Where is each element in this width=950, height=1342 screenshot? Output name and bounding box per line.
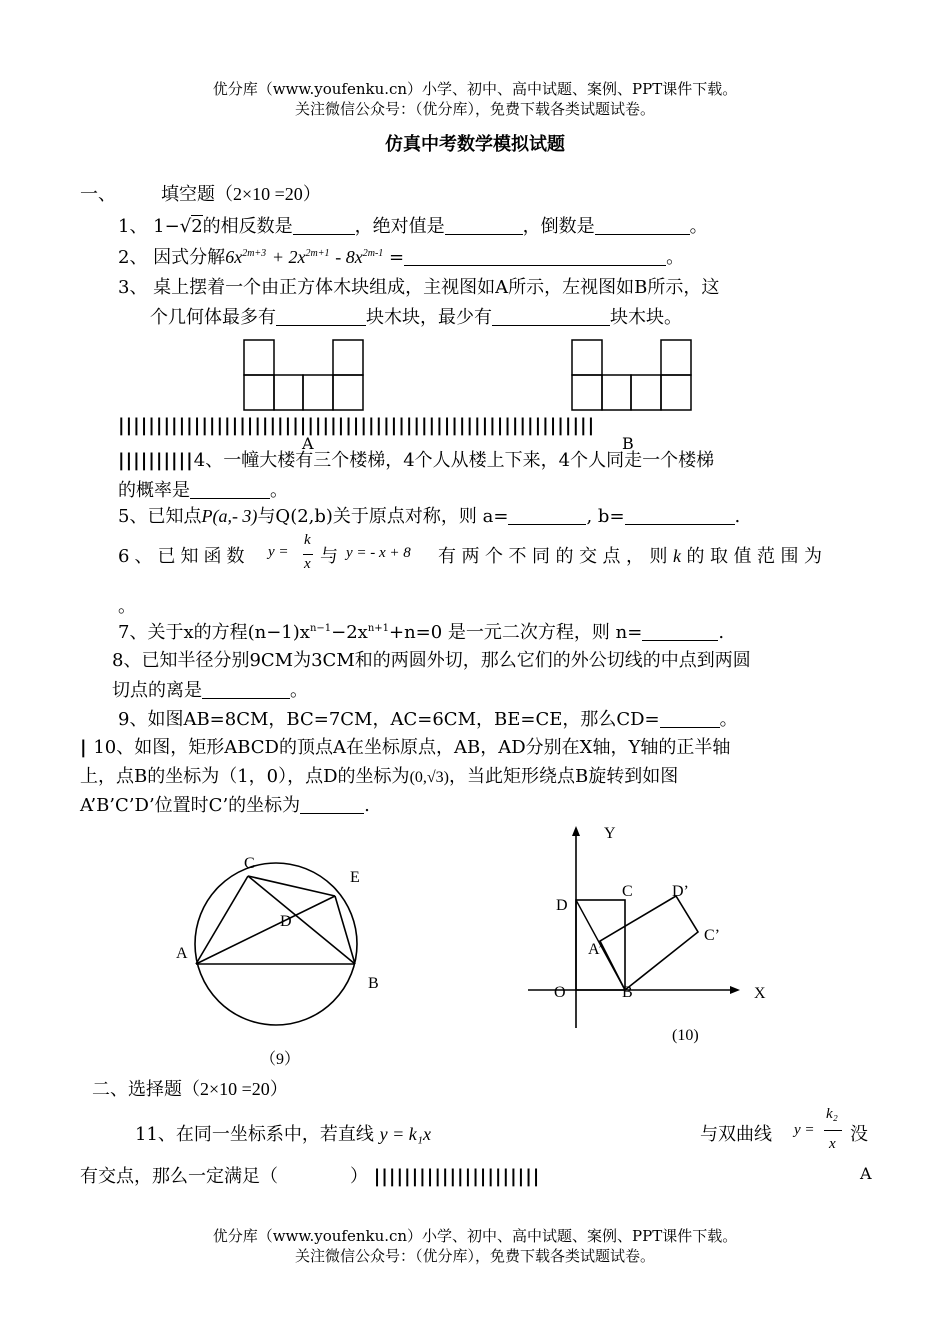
section-2-heading: 二、选择题（2×10 =20） bbox=[92, 1079, 288, 1100]
question-5: 5、已知点P(a,- 3)与Q(2,b)关于原点对称，则 a= , b= . bbox=[118, 506, 741, 527]
section-1-heading: 一、 填空题（2×10 =20） bbox=[80, 184, 321, 205]
question-3-line-2: 个几何体最多有 块木块，最少有 块木块。 bbox=[150, 307, 682, 328]
header-line-1: 优分库（www.youfenku.cn）小学、初中、高中试题、案例、PPT课件下载。 bbox=[212, 80, 738, 98]
question-2: 2、 因式分解$6x^{2m+3} + 2x^{2m+1} - 8x^{2m-1}$ = 。 bbox=[118, 247, 685, 268]
question-10-line-1: | 10、如图，矩形ABCD的顶点A在坐标原点，AB，AD分别在X轴，Y轴的正半轴 bbox=[80, 737, 731, 758]
question-8-line-1: 8、已知半径分别9CM为3CM和的两圆外切，那么它们的外公切线的中点到两圆 bbox=[112, 650, 751, 671]
fig9-label-a: A bbox=[176, 945, 188, 962]
figure-10-coordinate-diagram bbox=[520, 820, 780, 1050]
question-9: 9、如图AB=8CM，BC=7CM，AC=6CM，BE=CE，那么CD= 。 bbox=[118, 709, 738, 730]
question-6-fn2: y = - x + 8 bbox=[346, 545, 411, 561]
view-b-label: B bbox=[622, 434, 634, 453]
view-b-figure bbox=[572, 340, 694, 412]
fig10-label-b: B bbox=[622, 984, 633, 1001]
question-10-line-3: A’B’C’D’位置时C’的坐标为 . bbox=[80, 795, 370, 816]
question-3-line-1: 3、 桌上摆着一个由正方体木块组成，主视图如A所示，左视图如B所示，这 bbox=[118, 277, 720, 298]
question-4-line-2: 的概率是 。 bbox=[118, 480, 288, 501]
footer-line-1: 优分库（www.youfenku.cn）小学、初中、高中试题、案例、PPT课件下载。 bbox=[212, 1227, 738, 1245]
fig10-label-d-prime: D’ bbox=[672, 883, 689, 900]
question-6: 6、已知函数 bbox=[118, 546, 250, 567]
question-1: 1、 1−√2的相反数是 ，绝对值是 ，倒数是 。 bbox=[118, 216, 708, 237]
question-10-line-2: 上，点B的坐标为（1，0），点D的坐标为(0,√3)，当此矩形绕点B旋转到如图 bbox=[80, 766, 679, 787]
header-line-2: 关注微信公众号：（优分库），免费下载各类试题试卷。 bbox=[294, 100, 655, 118]
question-11-tail: 没 bbox=[850, 1124, 868, 1145]
fig10-label-o: O bbox=[554, 984, 566, 1001]
fig10-label-x: X bbox=[754, 985, 766, 1002]
question-8-line-2: 切点的离是 。 bbox=[112, 680, 308, 701]
fig10-label-c: C bbox=[622, 883, 633, 900]
fig10-label-y: Y bbox=[604, 825, 616, 842]
question-6-mid: 与 bbox=[320, 546, 338, 567]
footer-line-2: 关注微信公众号：（优分库），免费下载各类试题试卷。 bbox=[294, 1247, 655, 1265]
fig9-label-e: E bbox=[350, 869, 360, 886]
question-4-line-1: ||||||||||4、一幢大楼有三个楼梯，4个人从楼上下来，4个人同走一个楼梯 bbox=[118, 450, 715, 471]
fig10-label-c-prime: C’ bbox=[704, 927, 720, 944]
fig9-label-d: D bbox=[280, 913, 292, 930]
bar-artifact-row-1: ||||||||||||||||||||||||||||||||||||||||||||||||||||||||||||||| bbox=[118, 415, 596, 436]
view-a-label: A bbox=[302, 434, 314, 453]
question-7: 7、关于x的方程$(n-1)x^{n-1}-2x^{n+1}+n=0$ 是一元二次方程，则 n= . bbox=[118, 622, 725, 643]
figure-9-circle-diagram bbox=[160, 840, 400, 1070]
question-11-line-2: 有交点，那么一定满足（ ） |||||||||||||||||||||| bbox=[80, 1166, 541, 1187]
fig10-label-d: D bbox=[556, 897, 568, 914]
question-6-end: 。 bbox=[118, 596, 136, 617]
question-11-mid: 与双曲线 bbox=[700, 1124, 772, 1145]
question-6-text: 有两个不同的交点，则k的取值范围为 bbox=[438, 546, 828, 567]
fig10-caption: (10) bbox=[672, 1027, 699, 1044]
fig9-label-b: B bbox=[368, 975, 379, 992]
fig9-label-c: C bbox=[244, 855, 255, 872]
page-title: 仿真中考数学模拟试题 bbox=[385, 134, 565, 155]
question-11-line-1: 11、在同一坐标系中，若直线 y = k₁x bbox=[135, 1124, 432, 1145]
view-a-figure bbox=[244, 340, 366, 412]
fig10-label-a-prime: A’ bbox=[588, 941, 604, 958]
option-a-label: A bbox=[860, 1164, 872, 1183]
fig9-caption: （9） bbox=[260, 1051, 301, 1068]
